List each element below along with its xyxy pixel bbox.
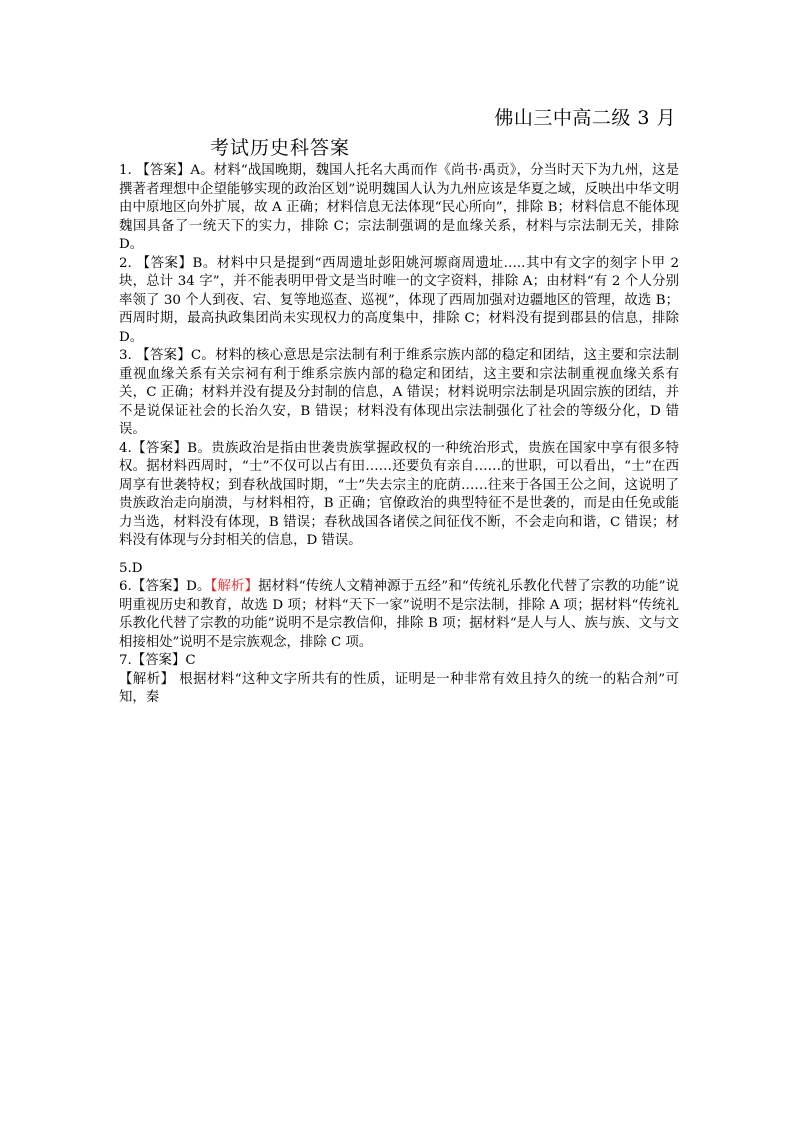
answer-item-4: 4.【答案】B。贵族政治是指由世袭贵族掌握政权的一种统治形式，贵族在国家中享有很多特权。据材料西周时，“士”不仅可以占有田……还要负有亲自……的世职，可以看出，“士”在西周享有世袭特权；到春秋战国时期，“士”失去宗主的庇荫……往来于各国王公之间，这说明了贵族政治走向崩溃，与材料相符，B 正确；官僚政治的典型特征不是世袭的，而是由任免或能力当选，材料没有体现，B 错误；春秋战国各诸侯之间征伐不断，不会走向和谐，C 错误；材料没有体现与分封相关的信息，D 错误。 <box>119 440 679 548</box>
answer-item-7-analysis: 【解析】 根据材料“这种文字所共有的性质，证明是一种非常有效且持久的统一的粘合剂”可知，秦 <box>119 671 679 705</box>
answer-item-3: 3. 【答案】C。材料的核心意思是宗法制有利于维系宗族内部的稳定和团结，这主要和宗法制重视血缘关系有关宗祠有利于维系宗族内部的稳定和团结，这主要和宗法制重视血缘关系有关，C 正确；材料并没有提及分封制的信息，A 错误；材料说明宗法制是巩固宗族的团结，并不是说保证社会的长治久安，B 错误；材料没有体现出宗法制强化了社会的等级分化，D 错误。 <box>119 348 679 437</box>
answer-content <box>119 162 679 708</box>
answer-item-1: 1. 【答案】A。材料“战国晚期，魏国人托名大禹而作《尚书·禹贡》，分当时天下为九州，这是撰著者理想中企望能够实现的政治区划”说明魏国人认为九州应该是华夏之域，反映出中华文明由中原地区向外扩展，故 A 正确；材料信息无法体现“民心所向”，排除 B；材料信息不能体现魏国具备了一统天下的实力，排除 C；宗法制强调的是血缘关系，材料与宗法制无关，排除 D。 <box>119 163 679 252</box>
answer-item-5: 5.D <box>119 560 143 576</box>
paragraph-gap <box>119 551 679 560</box>
answer-item-6-prefix: 6.【答案】D。 <box>119 579 211 594</box>
analysis-highlight-label: 【解析】 <box>210 579 259 594</box>
answer-item-6-text: 据材料“传统人文精神源于五经”和“传统礼乐教化代替了宗教的功能”说明重视历史和教育，故选 D 项；材料“天下一家”说明不是宗法制，排除 A 项；据材料“传统礼乐教化代替了宗教的功能”说明不是宗教信仰，排除 B 项；据材料“是人与人、族与族、文与文相接相处”说明不是宗族观念，排除 C 项。 <box>119 579 679 650</box>
answer-item-2: 2. 【答案】B。材料中只是提到“西周遗址彭阳姚河塬商周遗址…..其中有文字的刻字卜甲 2 块，总计 34 字”，并不能表明甲骨文是当时唯一的文字资料，排除 A；由材料“有 2 个人分别率领了 30 个人到夜、宕、复等地巡查、巡视”，体现了西周加强对边疆地区的管理，故选 B；西周时期，最高执政集团尚未实现权力的高度集中，排除 C；材料没有提到郡县的信息，排除 D。 <box>119 255 679 345</box>
answer-item-6 <box>119 578 679 652</box>
document-title-line1: 佛山三中高二级 3 月 <box>494 107 676 129</box>
document-title-line2: 考试历史科答案 <box>210 137 351 159</box>
answer-item-7: 7.【答案】C <box>119 653 196 668</box>
